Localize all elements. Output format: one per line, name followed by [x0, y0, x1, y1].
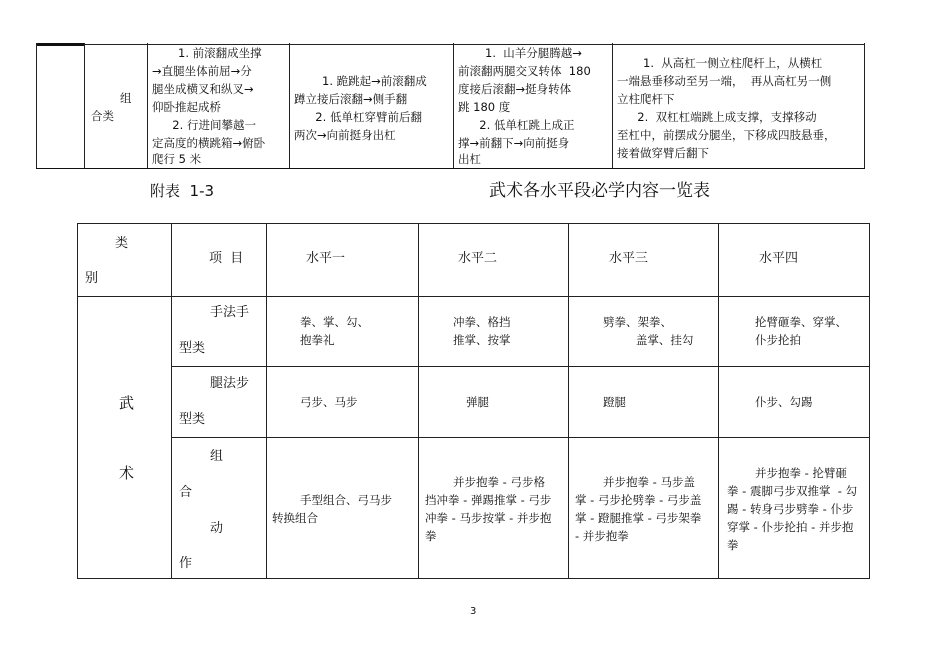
table-title: 武术各水平段必学内容一览表 — [489, 181, 710, 201]
cell-line: 并步抱拳 - 抡臂砸 — [755, 466, 847, 480]
table-col-rule — [568, 223, 569, 578]
cell-line: 冲拳 - 马步按掌 - 并步抱 — [425, 511, 552, 525]
cell-line: 掌 - 蹬腿推掌 - 弓步架拳 — [575, 511, 702, 525]
cell-line: 仆步、勾踢 — [755, 395, 813, 409]
cell-line: - 并步抱拳 — [575, 529, 629, 543]
cell-line: 转换组合 — [272, 511, 318, 525]
cell-line: 抱拳礼 — [300, 333, 335, 347]
group-label-wu: 武 — [119, 394, 135, 412]
top-col1-line: 定高度的横跳箱→俯卧 — [152, 136, 266, 150]
top-col1-line: 爬行 5 米 — [152, 152, 202, 166]
cell-line: 推掌、按掌 — [453, 333, 511, 347]
top-col3-line: 2. 低单杠跳上成正 — [472, 118, 575, 132]
cell-line: 穿掌 - 仆步抡拍 - 并步抱 — [727, 520, 854, 534]
cell-line: 拳、掌、勾、 — [300, 315, 369, 329]
table-col-rule — [418, 223, 419, 578]
top-col1-line: 2. 行进间攀越一 — [165, 118, 256, 132]
top-col3-line: 前滚翻两腿交叉转体 180 — [458, 64, 591, 78]
top-col2-line: 1. 跪跳起→前滚翻成 — [322, 74, 427, 88]
table-border-top — [77, 223, 870, 224]
top-category-line: 合类 — [91, 109, 114, 123]
header-level: 水平四 — [759, 251, 799, 266]
table-border-left — [77, 223, 78, 578]
top-col2-line: 蹲立接后滚翻→侧手翻 — [294, 92, 408, 106]
top-col3-line: 出杠 — [458, 152, 481, 166]
cell-line: 劈拳、架拳、 — [603, 315, 672, 329]
top-col4-line: 一端悬垂移动至另一端， 再从高杠另一侧 — [617, 74, 832, 88]
cell-line: 拳 — [727, 538, 739, 552]
table-row-rule — [171, 366, 870, 367]
cell-line: 拳 - 震脚弓步双推掌 - 勾 — [727, 484, 858, 498]
cell-line: 仆步抡拍 — [755, 333, 801, 347]
table-row-rule — [171, 437, 870, 438]
cell-line: 踢 - 转身弓步劈拳 - 仆步 — [727, 502, 854, 516]
top-col2-line: 2. 低单杠穿臂前后翻 — [308, 110, 422, 124]
top-col3-line: 撑→前翻下→向前挺身 — [458, 136, 570, 150]
group-label-shu: 术 — [119, 464, 135, 482]
top-col1-line: 仰卧推起成桥 — [152, 100, 221, 114]
cell-line: 弹腿 — [466, 395, 489, 409]
top-col3-line: 度接后滚翻→挺身转体 — [458, 82, 572, 96]
cell-line: 掌 - 弓步抡劈拳 - 弓步盖 — [575, 493, 702, 507]
top-col3-line: 跳 180 度 — [458, 100, 511, 114]
table-row-rule — [77, 296, 870, 297]
top-col4-line: 至杠中，前摆成分腿坐，下移成四肢悬垂， — [617, 128, 836, 142]
cell-line: 弓步、马步 — [300, 395, 358, 409]
table-border-right — [869, 223, 870, 578]
header-category-top: 类 — [115, 236, 129, 251]
top-col1-line: 腿坐成横叉和纵叉→ — [152, 82, 254, 96]
table-col-rule — [266, 223, 267, 578]
top-col4-line: 接着做穿臂后翻下 — [617, 146, 709, 160]
top-category-line: 组 — [120, 91, 132, 105]
top-col4-line: 立柱爬杆下 — [617, 92, 675, 106]
cell-line: 抡臂砸拳、穿掌、 — [755, 315, 847, 329]
top-col2-line: 两次→向前挺身出杠 — [294, 128, 396, 142]
cell-line: 拳 — [425, 529, 437, 543]
top-col1-line: 1. 前滚翻成坐撑 — [178, 46, 262, 60]
page-number: 3 — [470, 606, 477, 617]
table-col-rule — [171, 223, 172, 578]
cell-line: 蹬腿 — [603, 395, 626, 409]
cell-line: 盖掌、挂勾 — [603, 333, 694, 347]
row-item-line: 动 — [210, 521, 224, 536]
cell-line: 并步抱拳 - 弓步格 — [453, 475, 545, 489]
header-level: 水平一 — [306, 251, 346, 266]
header-item: 项 目 — [209, 251, 244, 266]
top-col4-line: 2. 双杠杠端跳上成支撑，支撑移动 — [630, 110, 817, 124]
top-col1-line: →直腿坐体前屈→分 — [152, 64, 252, 78]
top-col4-line: 1. 从高杠一侧立柱爬杆上，从横杠 — [643, 56, 823, 70]
row-item-line: 手法手 — [210, 305, 250, 320]
row-item-line: 型类 — [179, 412, 206, 427]
appendix-label: 附表 1-3 — [150, 182, 215, 200]
cell-line: 手型组合、弓马步 — [300, 493, 392, 507]
cell-line: 并步抱拳 - 马步盖 — [603, 475, 695, 489]
table-col-rule — [718, 223, 719, 578]
row-item-line: 合 — [179, 485, 193, 500]
row-item-line: 作 — [179, 556, 193, 571]
header-level: 水平三 — [609, 251, 649, 266]
cell-line: 挡冲拳 - 弹踢推掌 - 弓步 — [425, 493, 552, 507]
row-item-line: 组 — [210, 449, 224, 464]
cell-line: 冲拳、格挡 — [453, 315, 511, 329]
row-item-line: 型类 — [179, 341, 206, 356]
header-level: 水平二 — [458, 251, 498, 266]
header-category-bottom: 别 — [85, 271, 99, 286]
top-col3-line: 1. 山羊分腿腾越→ — [485, 46, 582, 60]
row-item-line: 腿法步 — [210, 376, 250, 391]
table-border-bottom — [77, 578, 870, 579]
